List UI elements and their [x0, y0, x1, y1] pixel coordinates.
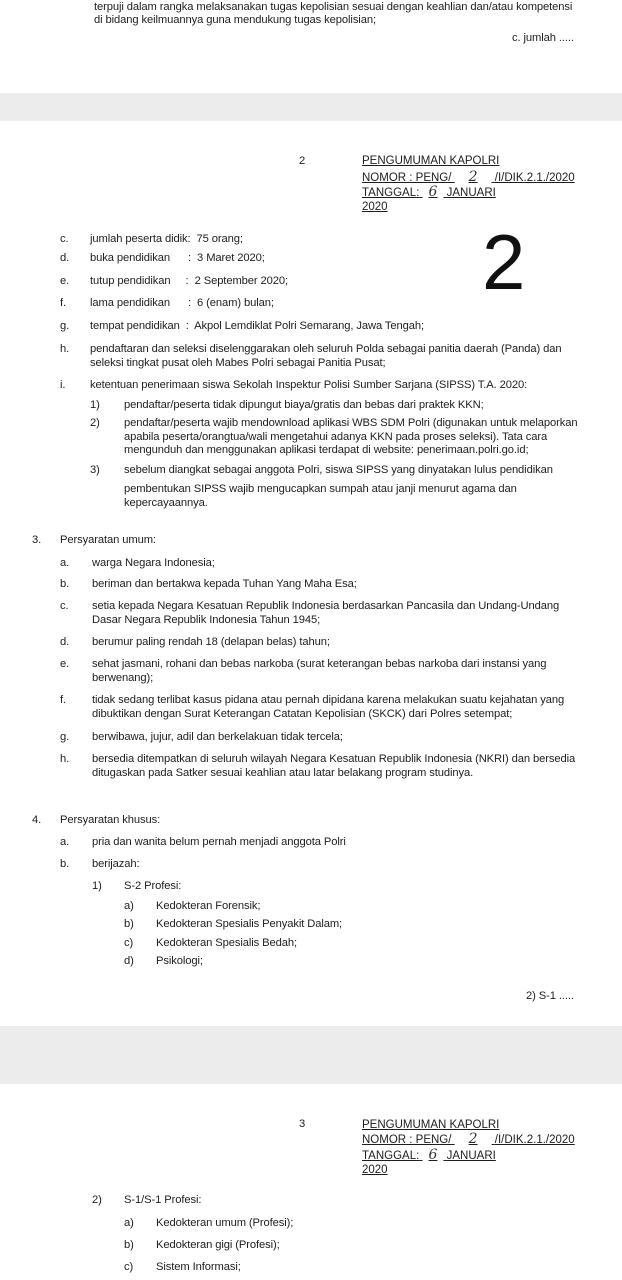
tanggal-month: JANUARI: [446, 187, 496, 199]
subsub-text: Sistem Informasi;: [156, 1261, 241, 1273]
sub-number: 2): [92, 1194, 102, 1206]
sub-text: pendaftar/peserta wajib mendownload aplikasi WBS SDM Polri (digunakan untuk melaporkan: [124, 417, 578, 429]
header-tanggal: [362, 1148, 540, 1177]
item-text: warga Negara Indonesia;: [92, 557, 215, 569]
page-gap: [0, 1026, 622, 1084]
item-letter: a.: [60, 557, 70, 569]
tanggal-month: JANUARI: [446, 1150, 496, 1162]
sub-text: mengunduh dan menggunakan aplikasi terdapat di website: penerimaan.polri.go.id;: [124, 444, 529, 456]
item-text: Dasar Negara Republik Indonesia Tahun 1945;: [92, 614, 321, 626]
item-text: seleksi tingkat pusat oleh Mabes Polri sebagai Panitia Pusat;: [90, 357, 386, 369]
nomor-suffix: /I/DIK.2.1./2020: [494, 1134, 575, 1146]
section-number: 3.: [32, 534, 42, 546]
header-nomor: [362, 1132, 576, 1147]
subsub-text: Psikologi;: [156, 955, 203, 967]
item-text: dibuktikan dengan Surat Keterangan Catatan Kepolisian (SKCK) dari Polres setempat;: [92, 708, 513, 720]
item-text: pria dan wanita belum pernah menjadi anggota Polri: [92, 836, 346, 848]
item-letter: f.: [60, 694, 67, 706]
subsub-letter: b): [124, 1239, 134, 1251]
item-text: setia kepada Negara Kesatuan Republik Indonesia berdasarkan Pancasila dan Undang-Undang: [92, 600, 560, 612]
sub-number: 3): [90, 464, 100, 476]
item-letter: e.: [60, 658, 70, 670]
tanggal-label: TANGGAL:: [362, 187, 420, 199]
subsub-letter: a): [124, 900, 134, 912]
page-number: 2: [299, 155, 306, 167]
nomor-handwritten: 2: [468, 169, 478, 185]
item-text: berumur paling rendah 18 (delapan belas) tahun;: [92, 636, 330, 648]
subsub-text: Kedokteran Spesialis Penyakit Dalam;: [156, 918, 343, 930]
subsub-letter: b): [124, 918, 134, 930]
sub-text: pembentukan SIPSS wajib mengucapkan sumpah atau janji menurut agama dan: [124, 483, 517, 495]
item-text: ditugaskan pada Satker sesuai keahlian atau latar belakang program studinya.: [92, 767, 474, 779]
nomor-label: NOMOR : PENG/: [362, 1134, 452, 1146]
item-letter: e.: [60, 275, 70, 287]
subsub-text: Kedokteran Forensik;: [156, 900, 261, 912]
item-text: sehat jasmani, rohani dan bebas narkoba (surat keterangan bebas narkoba dari instansi yang: [92, 658, 547, 670]
continuation-marker: 2) S-1 .....: [526, 990, 574, 1002]
subsub-letter: c): [124, 937, 134, 949]
nomor-suffix: /I/DIK.2.1./2020: [494, 172, 575, 184]
tanggal-year: 2020: [362, 1164, 388, 1176]
item-letter: g.: [60, 320, 70, 332]
item-letter: d.: [60, 252, 70, 264]
item-text: berijazah:: [92, 858, 140, 870]
item-text: berwenang);: [92, 672, 154, 684]
item-letter: h.: [60, 343, 70, 355]
item-text: beriman dan bertakwa kepada Tuhan Yang Maha Esa;: [92, 578, 357, 590]
header-title: PENGUMUMAN KAPOLRI: [362, 1119, 500, 1131]
subsub-text: Kedokteran umum (Profesi);: [156, 1217, 294, 1229]
sub-number: 1): [90, 399, 100, 411]
nomor-label: NOMOR : PENG/: [362, 172, 452, 184]
section-title: Persyaratan khusus:: [60, 814, 161, 826]
item-text: ketentuan penerimaan siswa Sekolah Inspektur Polisi Sumber Sarjana (SIPSS) T.A. 2020:: [90, 379, 528, 391]
tanggal-label: TANGGAL:: [362, 1150, 420, 1162]
sub-number: 1): [92, 880, 102, 892]
sub-text: S-2 Profesi:: [124, 880, 182, 892]
subsub-letter: d): [124, 955, 134, 967]
item-text: tutup pendidikan : 2 September 2020;: [90, 275, 289, 287]
item-text: tempat pendidikan : Akpol Lemdiklat Polri Semarang, Jawa Tengah;: [90, 320, 424, 332]
item-text: buka pendidikan : 3 Maret 2020;: [90, 252, 265, 264]
item-letter: b.: [60, 858, 70, 870]
item-text: berwibawa, jujur, adil dan berkelakuan tidak tercela;: [92, 731, 343, 743]
tanggal-year: 2020: [362, 201, 388, 213]
sub-text: kepercayaannya.: [124, 497, 208, 509]
item-text: pendaftaran dan seleksi diselenggarakan oleh seluruh Polda sebagai panitia daerah (Panda) dan: [90, 343, 562, 355]
item-letter: i.: [60, 379, 66, 391]
page-1-tail: [0, 0, 622, 93]
sub-text: S-1/S-1 Profesi:: [124, 1194, 202, 1206]
tanggal-day-handwritten: 6: [428, 1147, 438, 1163]
item-letter: c.: [60, 600, 69, 612]
nomor-handwritten: 2: [468, 1131, 478, 1147]
item-text: bersedia ditempatkan di seluruh wilayah Negara Kesatuan Republik Indonesia (NKRI) dan bersedia: [92, 753, 576, 765]
item-letter: g.: [60, 731, 70, 743]
item-letter: c.: [60, 233, 69, 245]
sub-text: sebelum diangkat sebagai anggota Polri, siswa SIPSS yang dinyatakan lulus pendidikan: [124, 464, 553, 476]
subsub-letter: c): [124, 1261, 134, 1273]
paragraph-line: terpuji dalam rangka melaksanakan tugas kepolisian sesuai dengan keahlian dan/atau kompetensi: [94, 1, 573, 13]
item-text: jumlah peserta didik: 75 orang;: [90, 233, 243, 245]
header-tanggal: [362, 185, 540, 214]
subsub-text: Kedokteran Spesialis Bedah;: [156, 937, 297, 949]
continuation-marker: c. jumlah .....: [512, 32, 574, 44]
subsub-text: Kedokteran gigi (Profesi);: [156, 1239, 280, 1251]
sub-text: pendaftar/peserta tidak dipungut biaya/gratis dan bebas dari praktek KKN;: [124, 399, 484, 411]
sub-text: apabila peserta/orangtua/wali mengetahui adanya KKN pada proses seleksi). Tata cara: [124, 431, 548, 443]
item-letter: h.: [60, 753, 70, 765]
page-2: [0, 121, 622, 1026]
section-number: 4.: [32, 814, 42, 826]
item-text: tidak sedang terlibat kasus pidana atau pernah dipidana karena melakukan suatu kejahatan yang: [92, 694, 565, 706]
item-letter: f.: [60, 297, 67, 309]
paragraph-line: di bidang keilmuannya guna mendukung tugas kepolisian;: [94, 14, 376, 26]
sub-number: 2): [90, 417, 100, 429]
subsub-letter: a): [124, 1217, 134, 1229]
item-letter: d.: [60, 636, 70, 648]
item-letter: b.: [60, 578, 70, 590]
header-title: PENGUMUMAN KAPOLRI: [362, 155, 500, 167]
page-3: [0, 1084, 622, 1280]
handwritten-page-mark: 2: [482, 218, 526, 306]
section-title: Persyaratan umum:: [60, 534, 156, 546]
item-letter: a.: [60, 836, 70, 848]
header-nomor: [362, 170, 576, 185]
item-text: lama pendidikan : 6 (enam) bulan;: [90, 297, 274, 309]
page-number: 3: [299, 1118, 306, 1130]
tanggal-day-handwritten: 6: [428, 184, 438, 200]
page-gap: [0, 93, 622, 121]
